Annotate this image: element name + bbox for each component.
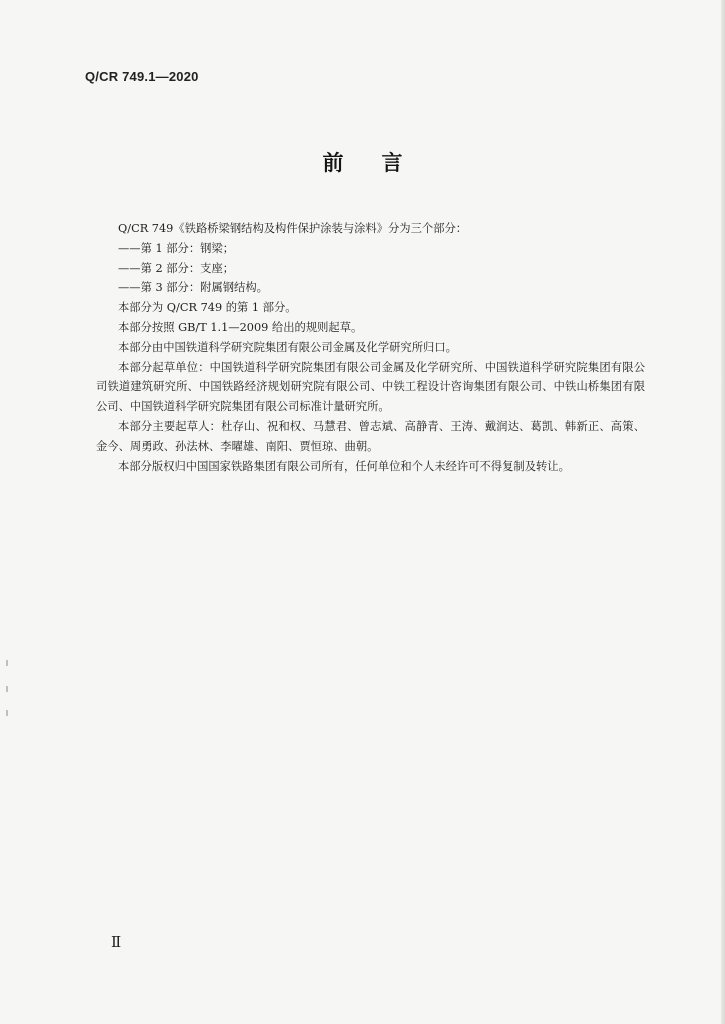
title-char-1: 前: [322, 151, 344, 175]
foreword-body: [96, 219, 645, 476]
foreword-list-item-3: ——第 3 部分：附属钢结构。: [118, 281, 268, 295]
binding-marks-decoration: [2, 658, 18, 728]
foreword-intro: Q/CR 749《铁路桥梁钢结构及构件保护涂装与涂料》分为三个部分：: [118, 222, 468, 235]
title-char-2: 言: [381, 151, 403, 175]
foreword-copyright: 本部分版权归中国国家铁路集团有限公司所有，任何单位和个人未经许可不得复制及转让。: [118, 459, 570, 473]
foreword-proposer: 本部分由中国铁道科学研究院集团有限公司金属及化学研究所归口。: [118, 340, 457, 354]
document-code: Q/CR 749.1—2020: [85, 69, 199, 84]
foreword-list-item-2: ——第 2 部分：支座；: [118, 261, 235, 275]
foreword-part-statement: 本部分为 Q/CR 749 的第 1 部分。: [118, 301, 297, 315]
foreword-drafters: 本部分主要起草人：杜存山、祝和权、马慧君、曾志斌、高静青、王涛、戴润达、葛凯、韩新正、高策、金今、周勇政、孙法林、李曜雄、南阳、贾恒琼、曲朝。: [96, 419, 645, 453]
foreword-list-item-1: ——第 1 部分：钢梁；: [118, 241, 235, 255]
page-title: [0, 147, 725, 177]
foreword-drafting-units: 本部分起草单位：中国铁道科学研究院集团有限公司金属及化学研究所、中国铁道科学研究院集团有限公司铁道建筑研究所、中国铁路经济规划研究院有限公司、中铁工程设计咨询集团有限公司、中铁山桥集团有限公司、中国铁道科学研究院集团有限公司标准计量研究所。: [96, 360, 645, 414]
foreword-drafting-rules: 本部分按照 GB/T 1.1—2009 给出的规则起草。: [118, 320, 363, 334]
page-number: Ⅱ: [111, 933, 122, 951]
